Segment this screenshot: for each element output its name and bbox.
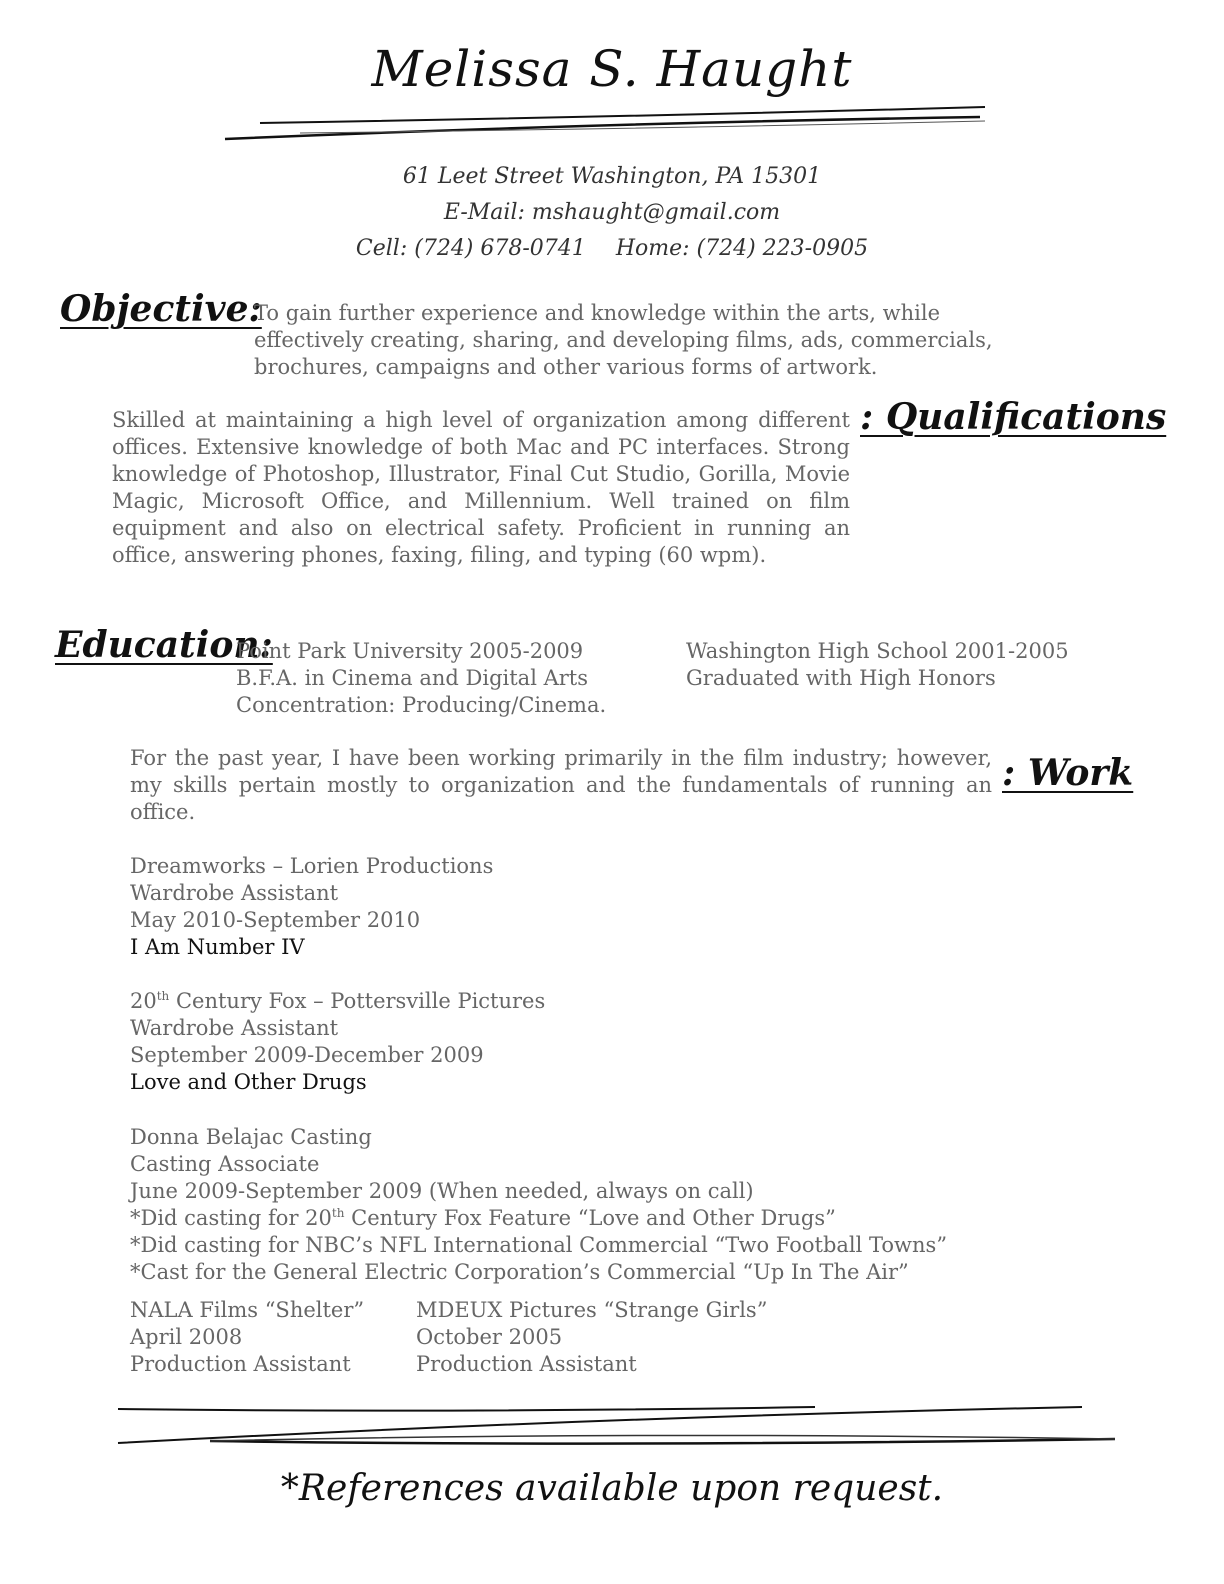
job-mdeux: [416, 1297, 767, 1378]
job-company: Dreamworks – Lorien Productions: [130, 854, 494, 878]
work-heading: : Work: [1002, 752, 1134, 794]
company-text: 20: [130, 989, 157, 1013]
job-dates: May 2010-September 2010: [130, 908, 421, 932]
education-line: Washington High School 2001-2005: [686, 639, 1069, 663]
education-col2: [686, 638, 1069, 692]
resume-name: Melissa S. Haught: [371, 40, 853, 98]
job-fox: [130, 988, 545, 1096]
job-dates: October 2005: [416, 1325, 563, 1349]
objective-heading: Objective:: [60, 288, 262, 330]
ordinal-suffix: th: [156, 989, 170, 1003]
qualifications-heading: : Qualifications: [860, 396, 1167, 438]
job-bullet: [130, 1205, 947, 1232]
bullet-text: *Did casting for 20: [130, 1206, 332, 1230]
education-line: B.F.A. in Cinema and Digital Arts: [236, 666, 589, 690]
job-bullet: *Cast for the General Electric Corporation’s Commercial “Up In The Air”: [130, 1260, 909, 1284]
contact-cell: Cell: (724) 678-0741: [355, 236, 586, 261]
job-role: Wardrobe Assistant: [130, 881, 339, 905]
job-nala: [130, 1297, 364, 1378]
contact-phones: [0, 236, 1224, 261]
education-heading: Education:: [55, 624, 273, 666]
contact-home: Home: (724) 223-0905: [615, 236, 869, 261]
job-role: Wardrobe Assistant: [130, 1016, 339, 1040]
qualifications-text: Skilled at maintaining a high level of organization among different offices. Extensive knowledge of both Mac and PC interfaces. Strong knowledge of Photoshop, Illustrator, Final Cut Studio, Gorilla, Movie Magic, Microsoft Office, and Millennium. Well trained on film equipment and also on electrical safety. Proficient in running an office, answering phones, faxing, filing, and typing (60 wpm).: [112, 408, 850, 567]
job-title: I Am Number IV: [130, 935, 305, 959]
company-text: Century Fox – Pottersville Pictures: [169, 989, 546, 1013]
job-company: [130, 988, 545, 1015]
job-role: Production Assistant: [130, 1352, 351, 1376]
education-col1: [236, 638, 606, 719]
job-casting: [130, 1124, 947, 1286]
work-intro: For the past year, I have been working primarily in the film industry; however, my skills pertain mostly to organization and the fundamentals of running an office.: [130, 746, 992, 824]
job-dreamworks: [130, 853, 493, 961]
footer-divider: [0, 1395, 1224, 1455]
job-role: Casting Associate: [130, 1152, 320, 1176]
job-title: Love and Other Drugs: [130, 1070, 367, 1094]
job-company: NALA Films “Shelter”: [130, 1298, 365, 1322]
objective-text: To gain further experience and knowledge within the arts, while effectively creating, sharing, and developing films, ads, commercials, brochures, campaigns and other various forms of artwork.: [254, 301, 993, 379]
contact-address: 61 Leet Street Washington, PA 15301: [402, 164, 822, 189]
job-dates: June 2009-September 2009 (When needed, always on call): [130, 1179, 754, 1203]
ordinal-suffix: th: [331, 1206, 345, 1220]
education-line: Concentration: Producing/Cinema.: [236, 693, 607, 717]
job-dates: April 2008: [130, 1325, 243, 1349]
education-line: Point Park University 2005-2009: [236, 639, 584, 663]
references-note: *References available upon request.: [280, 1468, 944, 1509]
contact-email: E-Mail: mshaught@gmail.com: [443, 200, 781, 225]
bullet-text: Century Fox Feature “Love and Other Drugs”: [344, 1206, 836, 1230]
job-company: MDEUX Pictures “Strange Girls”: [416, 1298, 768, 1322]
education-line: Graduated with High Honors: [686, 666, 996, 690]
job-bullet: *Did casting for NBC’s NFL International Commercial “Two Football Towns”: [130, 1233, 948, 1257]
job-role: Production Assistant: [416, 1352, 637, 1376]
job-dates: September 2009-December 2009: [130, 1043, 484, 1067]
job-company: Donna Belajac Casting: [130, 1125, 372, 1149]
header-divider: [0, 95, 1224, 155]
